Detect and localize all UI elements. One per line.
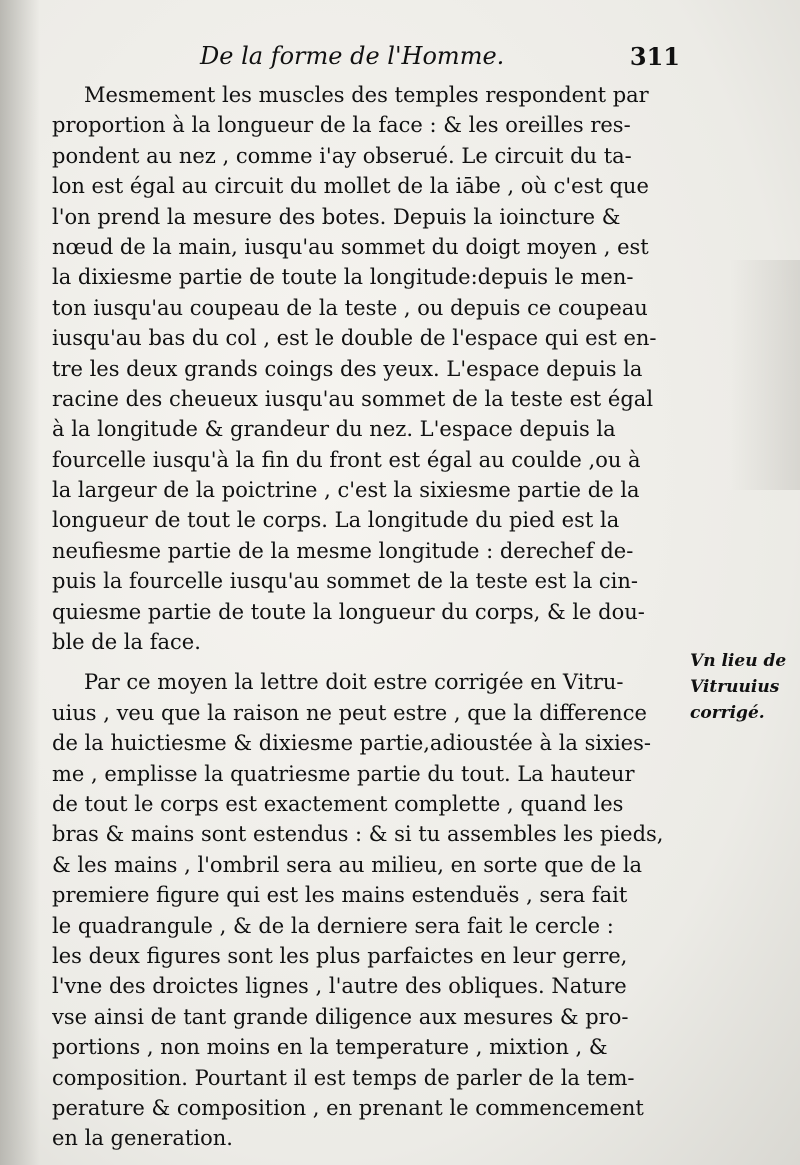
text-line: fourcelle iusqu'à la fin du front est égal au coulde ,ou à: [52, 447, 641, 472]
text-line: Par ce moyen la lettre doit estre corrigée en Vitru-: [84, 670, 624, 695]
text-line: premiere figure qui est les mains estenduës , sera fait: [52, 883, 628, 908]
text-line: portions , non moins en la temperature , mixtion , &: [52, 1035, 608, 1060]
paragraph-gap: [52, 657, 680, 667]
text-line: perature & composition , en prenant le commencement: [52, 1095, 644, 1120]
text-line: de la huictiesme & dixiesme partie,adioustée à la sixies-: [52, 731, 651, 756]
text-line: bras & mains sont estendus : & si tu assembles les pieds,: [52, 822, 664, 847]
text-line: l'on prend la mesure des botes. Depuis la ioincture &: [52, 204, 621, 229]
text-line: Mesmement les muscles des temples respondent par: [84, 83, 649, 107]
text-line: la dixiesme partie de toute la longitude:depuis le men-: [52, 265, 634, 290]
text-line: nœud de la main, iusqu'au sommet du doigt moyen , est: [52, 234, 649, 259]
show-through-area: [730, 260, 800, 490]
text-line: quiesme partie de toute la longueur du corps, & le dou-: [52, 599, 645, 624]
text-line: composition. Pourtant il est temps de parler de la tem-: [52, 1065, 635, 1090]
text-line: la largeur de la poictrine , c'est la sixiesme partie de la: [52, 478, 640, 503]
text-line: de tout le corps est exactement complette , quand les: [52, 791, 624, 816]
running-title: De la forme de l'Homme.: [200, 42, 505, 70]
marginal-note-line: Vitruuius: [690, 677, 780, 697]
paragraph-2: [52, 667, 680, 1153]
text-line: & les mains , l'ombril sera au milieu, en sorte que de la: [52, 852, 643, 877]
text-line: iusqu'au bas du col , est le double de l'espace qui est en-: [52, 326, 657, 351]
text-line: uius , veu que la raison ne peut estre , que la difference: [52, 700, 647, 725]
paragraph-1: [52, 80, 680, 657]
text-line: ble de la face.: [52, 630, 201, 655]
page-header: [200, 42, 680, 76]
gutter-shadow: [0, 0, 40, 1165]
marginal-note: [690, 648, 798, 726]
text-line: puis la fourcelle iusqu'au sommet de la teste est la cin-: [52, 569, 638, 594]
text-line: pondent au nez , comme i'ay obserué. Le circuit du ta-: [52, 143, 632, 168]
text-line: vse ainsi de tant grande diligence aux mesures & pro-: [52, 1004, 629, 1029]
text-line: longueur de tout le corps. La longitude du pied est la: [52, 508, 620, 533]
text-line: les deux figures sont les plus parfaictes en leur gerre,: [52, 943, 628, 968]
text-line: proportion à la longueur de la face : & les oreilles res-: [52, 113, 631, 138]
text-line: tre les deux grands coings des yeux. L'espace depuis la: [52, 356, 643, 381]
text-line: ton iusqu'au coupeau de la teste , ou depuis ce coupeau: [52, 295, 648, 320]
marginal-note-line: Vn lieu de: [690, 651, 787, 671]
text-line: racine des cheueux iusqu'au sommet de la teste est égal: [52, 386, 654, 411]
text-line: neufiesme partie de la mesme longitude : derechef de-: [52, 538, 634, 563]
text-line: me , emplisse la quatriesme partie du tout. La hauteur: [52, 761, 635, 786]
text-line: le quadrangule , & de la derniere sera fait le cercle :: [52, 913, 614, 938]
text-line: à la longitude & grandeur du nez. L'espace depuis la: [52, 417, 616, 442]
page-number: 311: [629, 42, 680, 71]
marginal-note-line: corrigé.: [690, 703, 765, 723]
text-line: lon est égal au circuit du mollet de la iābe , où c'est que: [52, 174, 649, 199]
text-line: l'vne des droictes lignes , l'autre des obliques. Nature: [52, 974, 627, 999]
main-text: [52, 80, 680, 1154]
text-line: en la generation.: [52, 1126, 233, 1151]
